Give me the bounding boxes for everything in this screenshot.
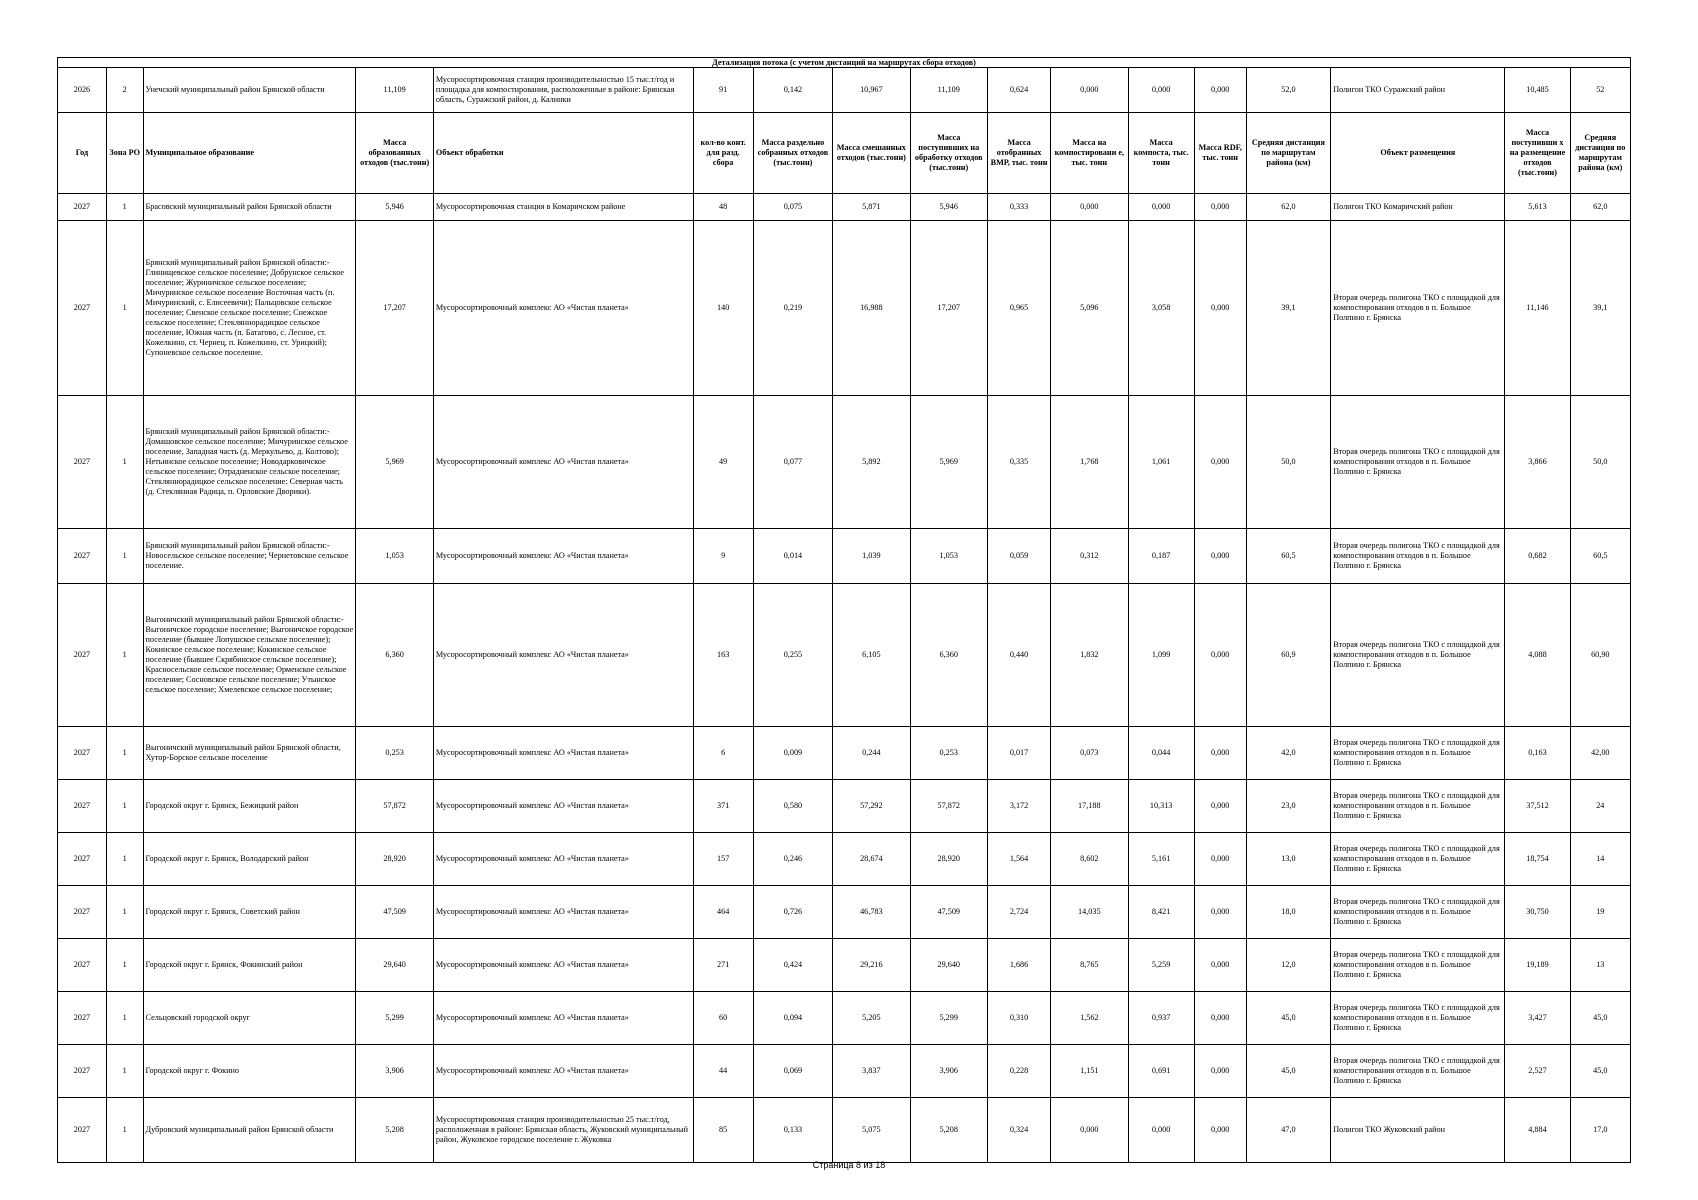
- disposal-cell: Вторая очередь полигона ТКО с площадкой для компостирования отходов в п. Большое Полпино г. Брянска: [1331, 833, 1505, 886]
- vmr-cell: 2,724: [987, 886, 1050, 939]
- header-compost-out: Масса компоста, тыс. тонн: [1128, 113, 1194, 194]
- compost-in-cell: 0,000: [1051, 1098, 1128, 1163]
- compost-out-cell: 0,691: [1128, 1045, 1194, 1098]
- rdf-cell: 0,000: [1194, 780, 1246, 833]
- facility-cell: Мусоросортировочный комплекс АО «Чистая планета»: [433, 396, 693, 529]
- containers-cell: 48: [693, 194, 753, 221]
- containers-cell: 9: [693, 529, 753, 584]
- header-distance2: Средняя дистанция по маршрутам района (км): [1570, 113, 1630, 194]
- table-row: [58, 780, 1631, 833]
- compost-in-cell: 0,000: [1051, 68, 1128, 113]
- separate-cell: 0,424: [753, 939, 832, 992]
- to-processing-cell: 0,253: [910, 727, 987, 780]
- distance-cell: 39,1: [1246, 221, 1331, 396]
- mass-generated-cell: 5,208: [356, 1098, 433, 1163]
- distance2-cell: 19: [1570, 886, 1630, 939]
- distance2-cell: 14: [1570, 833, 1630, 886]
- vmr-cell: 1,564: [987, 833, 1050, 886]
- table-row: [58, 1045, 1631, 1098]
- mixed-cell: 5,892: [833, 396, 910, 529]
- rdf-cell: 0,000: [1194, 992, 1246, 1045]
- disposal-mass-cell: 0,163: [1505, 727, 1570, 780]
- compost-out-cell: 1,061: [1128, 396, 1194, 529]
- mass-generated-cell: 5,299: [356, 992, 433, 1045]
- disposal-cell: Вторая очередь полигона ТКО с площадкой для компостирования отходов в п. Большое Полпино г. Брянска: [1331, 221, 1505, 396]
- mass-generated-cell: 0,253: [356, 727, 433, 780]
- disposal-mass-cell: 3,427: [1505, 992, 1570, 1045]
- containers-cell: 464: [693, 886, 753, 939]
- disposal-cell: Вторая очередь полигона ТКО с площадкой для компостирования отходов в п. Большое Полпино г. Брянска: [1331, 1045, 1505, 1098]
- containers-cell: 140: [693, 221, 753, 396]
- page-footer: Страница 8 из 18: [812, 1160, 886, 1170]
- disposal-mass-cell: 11,146: [1505, 221, 1570, 396]
- municipality-cell: Городской округ г. Брянск, Бежицкий район: [143, 780, 356, 833]
- distance2-cell: 60,90: [1570, 584, 1630, 727]
- to-processing-cell: 17,207: [910, 221, 987, 396]
- mass-generated-cell: 29,640: [356, 939, 433, 992]
- municipality-cell: Дубровский муниципальный район Брянской области: [143, 1098, 356, 1163]
- disposal-mass-cell: 2,527: [1505, 1045, 1570, 1098]
- to-processing-cell: 5,946: [910, 194, 987, 221]
- mixed-cell: 46,783: [833, 886, 910, 939]
- containers-cell: 60: [693, 992, 753, 1045]
- vmr-cell: 0,059: [987, 529, 1050, 584]
- header-disposal-mass: Масса поступивши х на размещение отходов (тыс.тонн): [1505, 113, 1570, 194]
- rdf-cell: 0,000: [1194, 727, 1246, 780]
- disposal-mass-cell: 5,613: [1505, 194, 1570, 221]
- distance2-cell: 17,0: [1570, 1098, 1630, 1163]
- rdf-cell: 0,000: [1194, 194, 1246, 221]
- mixed-cell: 3,837: [833, 1045, 910, 1098]
- facility-cell: Мусоросортировочный комплекс АО «Чистая планета»: [433, 221, 693, 396]
- table-row: [58, 727, 1631, 780]
- year-cell: 2027: [58, 221, 107, 396]
- separate-cell: 0,075: [753, 194, 832, 221]
- disposal-cell: Полигон ТКО Комаричский район: [1331, 194, 1505, 221]
- municipality-cell: Городской округ г. Фокино: [143, 1045, 356, 1098]
- distance-cell: 50,0: [1246, 396, 1331, 529]
- year-cell: 2027: [58, 780, 107, 833]
- distance2-cell: 45,0: [1570, 1045, 1630, 1098]
- distance2-cell: 39,1: [1570, 221, 1630, 396]
- distance-cell: 13,0: [1246, 833, 1331, 886]
- compost-out-cell: 0,044: [1128, 727, 1194, 780]
- year-cell: 2027: [58, 1045, 107, 1098]
- rdf-cell: 0,000: [1194, 68, 1246, 113]
- table-row: [58, 833, 1631, 886]
- zone-cell: 1: [106, 194, 143, 221]
- to-processing-cell: 29,640: [910, 939, 987, 992]
- distance2-cell: 62,0: [1570, 194, 1630, 221]
- table-row: [58, 939, 1631, 992]
- mass-generated-cell: 28,920: [356, 833, 433, 886]
- header-distance: Средняя дистанция по маршрутам района (км): [1246, 113, 1331, 194]
- separate-cell: 0,255: [753, 584, 832, 727]
- year-cell: 2027: [58, 194, 107, 221]
- facility-cell: Мусоросортировочная станция производительностью 15 тыс.т/год и площадка для компостирования, расположенные в районе: Брянская область, Суражский район, д. Калинки: [433, 68, 693, 113]
- separate-cell: 0,246: [753, 833, 832, 886]
- mass-generated-cell: 11,109: [356, 68, 433, 113]
- table-row: [58, 1098, 1631, 1163]
- distance2-cell: 13: [1570, 939, 1630, 992]
- disposal-cell: Вторая очередь полигона ТКО с площадкой для компостирования отходов в п. Большое Полпино г. Брянска: [1331, 584, 1505, 727]
- zone-cell: 1: [106, 1045, 143, 1098]
- zone-cell: 1: [106, 1098, 143, 1163]
- distance-cell: 60,5: [1246, 529, 1331, 584]
- compost-in-cell: 1,151: [1051, 1045, 1128, 1098]
- header-zone: Зона РО: [106, 113, 143, 194]
- vmr-cell: 0,228: [987, 1045, 1050, 1098]
- disposal-cell: Полигон ТКО Жуковский район: [1331, 1098, 1505, 1163]
- vmr-cell: 0,335: [987, 396, 1050, 529]
- disposal-cell: Вторая очередь полигона ТКО с площадкой для компостирования отходов в п. Большое Полпино г. Брянска: [1331, 727, 1505, 780]
- year-cell: 2027: [58, 833, 107, 886]
- to-processing-cell: 5,969: [910, 396, 987, 529]
- mass-generated-cell: 47,509: [356, 886, 433, 939]
- disposal-cell: Вторая очередь полигона ТКО с площадкой для компостирования отходов в п. Большое Полпино г. Брянска: [1331, 529, 1505, 584]
- table-row: [58, 529, 1631, 584]
- to-processing-cell: 6,360: [910, 584, 987, 727]
- compost-in-cell: 8,765: [1051, 939, 1128, 992]
- to-processing-cell: 11,109: [910, 68, 987, 113]
- municipality-cell: Брасовский муниципальный район Брянской области: [143, 194, 356, 221]
- header-municipality: Муниципальное образование: [143, 113, 356, 194]
- header-disposal: Объект размещения: [1331, 113, 1505, 194]
- separate-cell: 0,133: [753, 1098, 832, 1163]
- to-processing-cell: 57,872: [910, 780, 987, 833]
- distance2-cell: 24: [1570, 780, 1630, 833]
- mixed-cell: 6,105: [833, 584, 910, 727]
- mass-generated-cell: 57,872: [356, 780, 433, 833]
- distance-cell: 52,0: [1246, 68, 1331, 113]
- facility-cell: Мусоросортировочный комплекс АО «Чистая планета»: [433, 992, 693, 1045]
- separate-cell: 0,069: [753, 1045, 832, 1098]
- municipality-cell: Брянский муниципальный район Брянской области:- Глинищевское сельское поселение; Добрунское сельское поселение; Журиничское сельское поселение; Мичуринское сельское поселение Восточная часть (п. Мичуринский, с. Елисеевичи); Пальцовское сельское поселение; Свенское сельское поселение; Снежское сельское поселение; Стекляннорадицкое сельское поселение, Южная часть (п. Батагово, с. Лесное, ст. Кожелкино, ст. Чернец, п. Кожелкино, ст. Урицкий); Супоневское сельское поселение.: [143, 221, 356, 396]
- rdf-cell: 0,000: [1194, 221, 1246, 396]
- header-compost-in: Масса на компостировани е, тыс. тонн: [1051, 113, 1128, 194]
- distance-cell: 45,0: [1246, 992, 1331, 1045]
- distance-cell: 18,0: [1246, 886, 1331, 939]
- vmr-cell: 0,624: [987, 68, 1050, 113]
- header-containers: кол-во конт. для разд. сбора: [693, 113, 753, 194]
- flow-detail-table: [57, 57, 1631, 1163]
- separate-cell: 0,094: [753, 992, 832, 1045]
- mass-generated-cell: 6,360: [356, 584, 433, 727]
- mixed-cell: 29,216: [833, 939, 910, 992]
- facility-cell: Мусоросортировочный комплекс АО «Чистая планета»: [433, 1045, 693, 1098]
- disposal-mass-cell: 4,088: [1505, 584, 1570, 727]
- year-cell: 2027: [58, 1098, 107, 1163]
- disposal-mass-cell: 30,750: [1505, 886, 1570, 939]
- compost-in-cell: 1,832: [1051, 584, 1128, 727]
- compost-in-cell: 17,188: [1051, 780, 1128, 833]
- zone-cell: 1: [106, 992, 143, 1045]
- compost-in-cell: 1,768: [1051, 396, 1128, 529]
- compost-out-cell: 0,000: [1128, 68, 1194, 113]
- table-row-2026: [58, 68, 1631, 113]
- distance2-cell: 52: [1570, 68, 1630, 113]
- compost-out-cell: 5,161: [1128, 833, 1194, 886]
- municipality-cell: Брянский муниципальный район Брянской области:- Домашовское сельское поселение; Мичуринское сельское поселение, Западная часть (д. Меркульево, д. Колтово); Нетьинское сельское поселение; Новодарковичское сельское поселение; Отрадненское сельское поселение; Стекляннорадицкое сельское поселение: Северная часть (д. Стеклянная Радица, п. Орловские Дворики).: [143, 396, 356, 529]
- disposal-mass-cell: 3,866: [1505, 396, 1570, 529]
- zone-cell: 1: [106, 584, 143, 727]
- mass-generated-cell: 17,207: [356, 221, 433, 396]
- to-processing-cell: 3,906: [910, 1045, 987, 1098]
- header-row: [58, 113, 1631, 194]
- compost-in-cell: 1,562: [1051, 992, 1128, 1045]
- compost-out-cell: 0,937: [1128, 992, 1194, 1045]
- table-row: [58, 396, 1631, 529]
- containers-cell: 91: [693, 68, 753, 113]
- compost-in-cell: 5,096: [1051, 221, 1128, 396]
- zone-cell: 1: [106, 833, 143, 886]
- year-cell: 2026: [58, 68, 107, 113]
- rdf-cell: 0,000: [1194, 396, 1246, 529]
- rdf-cell: 0,000: [1194, 1045, 1246, 1098]
- disposal-mass-cell: 0,682: [1505, 529, 1570, 584]
- municipality-cell: Сельцовский городской округ: [143, 992, 356, 1045]
- disposal-mass-cell: 37,512: [1505, 780, 1570, 833]
- mass-generated-cell: 5,946: [356, 194, 433, 221]
- mixed-cell: 5,075: [833, 1098, 910, 1163]
- disposal-mass-cell: 10,485: [1505, 68, 1570, 113]
- to-processing-cell: 5,299: [910, 992, 987, 1045]
- zone-cell: 1: [106, 939, 143, 992]
- header-vmr: Масса отобранных ВМР, тыс. тонн: [987, 113, 1050, 194]
- vmr-cell: 0,310: [987, 992, 1050, 1045]
- year-cell: 2027: [58, 727, 107, 780]
- separate-cell: 0,726: [753, 886, 832, 939]
- table-row: [58, 221, 1631, 396]
- to-processing-cell: 28,920: [910, 833, 987, 886]
- municipality-cell: Выгоничский муниципальный район Брянской области:- Выгоничское городское поселение; Выгоничское городское поселение (бывшее Лопушское сельское поселение); Кокинское сельское поселение; Кокинское сельское поселение (бывшее Скрябинское сельское поселение); Красносельское сельское поселение; Орменское сельское поселение; Сосновское сельское поселение; Утынское сельское поселение; Хмелевское сельское поселение;: [143, 584, 356, 727]
- facility-cell: Мусоросортировочный комплекс АО «Чистая планета»: [433, 939, 693, 992]
- separate-cell: 0,077: [753, 396, 832, 529]
- zone-cell: 2: [106, 68, 143, 113]
- distance2-cell: 60,5: [1570, 529, 1630, 584]
- mixed-cell: 5,205: [833, 992, 910, 1045]
- to-processing-cell: 1,053: [910, 529, 987, 584]
- year-cell: 2027: [58, 886, 107, 939]
- disposal-cell: Полигон ТКО Суражский район: [1331, 68, 1505, 113]
- vmr-cell: 0,324: [987, 1098, 1050, 1163]
- compost-out-cell: 0,187: [1128, 529, 1194, 584]
- header-to-processing: Масса поступивших на обработку отходов (тыс.тонн): [910, 113, 987, 194]
- compost-out-cell: 1,099: [1128, 584, 1194, 727]
- distance2-cell: 50,0: [1570, 396, 1630, 529]
- vmr-cell: 0,017: [987, 727, 1050, 780]
- compost-in-cell: 0,312: [1051, 529, 1128, 584]
- mixed-cell: 57,292: [833, 780, 910, 833]
- containers-cell: 271: [693, 939, 753, 992]
- distance-cell: 42,0: [1246, 727, 1331, 780]
- containers-cell: 6: [693, 727, 753, 780]
- rdf-cell: 0,000: [1194, 833, 1246, 886]
- rdf-cell: 0,000: [1194, 886, 1246, 939]
- facility-cell: Мусоросортировочный комплекс АО «Чистая планета»: [433, 529, 693, 584]
- year-cell: 2027: [58, 584, 107, 727]
- containers-cell: 44: [693, 1045, 753, 1098]
- disposal-cell: Вторая очередь полигона ТКО с площадкой для компостирования отходов в п. Большое Полпино г. Брянска: [1331, 992, 1505, 1045]
- facility-cell: Мусоросортировочный комплекс АО «Чистая планета»: [433, 780, 693, 833]
- compost-out-cell: 5,259: [1128, 939, 1194, 992]
- facility-cell: Мусоросортировочная станция производительностью 25 тыс.т/год, расположенная в районе: Брянская область, Жуковский муниципальный район, Жуковское городское поселение г. Жуковка: [433, 1098, 693, 1163]
- mixed-cell: 28,674: [833, 833, 910, 886]
- distance-cell: 60,9: [1246, 584, 1331, 727]
- compost-out-cell: 10,313: [1128, 780, 1194, 833]
- disposal-mass-cell: 18,754: [1505, 833, 1570, 886]
- zone-cell: 1: [106, 221, 143, 396]
- containers-cell: 49: [693, 396, 753, 529]
- compost-in-cell: 8,602: [1051, 833, 1128, 886]
- municipality-cell: Брянский муниципальный район Брянской области:- Новосельское сельское поселение; Чернетовское сельское поселение.: [143, 529, 356, 584]
- compost-out-cell: 3,058: [1128, 221, 1194, 396]
- compost-out-cell: 0,000: [1128, 1098, 1194, 1163]
- mixed-cell: 0,244: [833, 727, 910, 780]
- rdf-cell: 0,000: [1194, 584, 1246, 727]
- mass-generated-cell: 1,053: [356, 529, 433, 584]
- separate-cell: 0,014: [753, 529, 832, 584]
- municipality-cell: Городской округ г. Брянск, Советский район: [143, 886, 356, 939]
- disposal-cell: Вторая очередь полигона ТКО с площадкой для компостирования отходов в п. Большое Полпино г. Брянска: [1331, 886, 1505, 939]
- zone-cell: 1: [106, 529, 143, 584]
- year-cell: 2027: [58, 939, 107, 992]
- vmr-cell: 0,440: [987, 584, 1050, 727]
- separate-cell: 0,580: [753, 780, 832, 833]
- compost-in-cell: 14,035: [1051, 886, 1128, 939]
- containers-cell: 163: [693, 584, 753, 727]
- header-mass-generated: Масса образованных отходов (тыс.тонн): [356, 113, 433, 194]
- table-row: [58, 886, 1631, 939]
- facility-cell: Мусоросортировочный комплекс АО «Чистая планета»: [433, 833, 693, 886]
- header-year: Год: [58, 113, 107, 194]
- header-mixed: Масса смешанных отходов (тыс.тонн): [833, 113, 910, 194]
- zone-cell: 1: [106, 780, 143, 833]
- compost-in-cell: 0,000: [1051, 194, 1128, 221]
- mixed-cell: 10,967: [833, 68, 910, 113]
- municipality-cell: Унечский муниципальный район Брянской области: [143, 68, 356, 113]
- municipality-cell: Городской округ г. Брянск, Володарский район: [143, 833, 356, 886]
- zone-cell: 1: [106, 727, 143, 780]
- disposal-cell: Вторая очередь полигона ТКО с площадкой для компостирования отходов в п. Большое Полпино г. Брянска: [1331, 939, 1505, 992]
- rdf-cell: 0,000: [1194, 939, 1246, 992]
- compost-out-cell: 8,421: [1128, 886, 1194, 939]
- zone-cell: 1: [106, 886, 143, 939]
- facility-cell: Мусоросортировочный комплекс АО «Чистая планета»: [433, 886, 693, 939]
- mass-generated-cell: 3,906: [356, 1045, 433, 1098]
- mixed-cell: 16,988: [833, 221, 910, 396]
- header-facility: Объект обработки: [433, 113, 693, 194]
- distance-cell: 23,0: [1246, 780, 1331, 833]
- header-separate: Масса раздельно собранных отходов (тыс.тонн): [753, 113, 832, 194]
- table-row: [58, 584, 1631, 727]
- distance2-cell: 42,00: [1570, 727, 1630, 780]
- facility-cell: Мусоросортировочная станция в Комаричском районе: [433, 194, 693, 221]
- municipality-cell: Выгоничский муниципальный район Брянской области, Хутор-Борское сельское поселение: [143, 727, 356, 780]
- disposal-mass-cell: 19,189: [1505, 939, 1570, 992]
- to-processing-cell: 5,208: [910, 1098, 987, 1163]
- distance-cell: 45,0: [1246, 1045, 1331, 1098]
- year-cell: 2027: [58, 396, 107, 529]
- rdf-cell: 0,000: [1194, 529, 1246, 584]
- vmr-cell: 0,965: [987, 221, 1050, 396]
- table-row: [58, 992, 1631, 1045]
- municipality-cell: Городской округ г. Брянск, Фокинский район: [143, 939, 356, 992]
- to-processing-cell: 47,509: [910, 886, 987, 939]
- rdf-cell: 0,000: [1194, 1098, 1246, 1163]
- table-caption: Детализация потока (с учетом дистанций на маршрутах сбора отходов): [58, 58, 1631, 68]
- mass-generated-cell: 5,969: [356, 396, 433, 529]
- containers-cell: 157: [693, 833, 753, 886]
- distance-cell: 62,0: [1246, 194, 1331, 221]
- compost-out-cell: 0,000: [1128, 194, 1194, 221]
- disposal-cell: Вторая очередь полигона ТКО с площадкой для компостирования отходов в п. Большое Полпино г. Брянска: [1331, 396, 1505, 529]
- vmr-cell: 1,686: [987, 939, 1050, 992]
- distance2-cell: 45,0: [1570, 992, 1630, 1045]
- separate-cell: 0,009: [753, 727, 832, 780]
- vmr-cell: 0,333: [987, 194, 1050, 221]
- distance-cell: 12,0: [1246, 939, 1331, 992]
- header-rdf: Масса RDF, тыс. тонн: [1194, 113, 1246, 194]
- facility-cell: Мусоросортировочный комплекс АО «Чистая планета»: [433, 727, 693, 780]
- year-cell: 2027: [58, 529, 107, 584]
- separate-cell: 0,142: [753, 68, 832, 113]
- containers-cell: 371: [693, 780, 753, 833]
- disposal-cell: Вторая очередь полигона ТКО с площадкой для компостирования отходов в п. Большое Полпино г. Брянска: [1331, 780, 1505, 833]
- separate-cell: 0,219: [753, 221, 832, 396]
- table-row: [58, 194, 1631, 221]
- compost-in-cell: 0,073: [1051, 727, 1128, 780]
- mixed-cell: 5,871: [833, 194, 910, 221]
- vmr-cell: 3,172: [987, 780, 1050, 833]
- facility-cell: Мусоросортировочный комплекс АО «Чистая планета»: [433, 584, 693, 727]
- disposal-mass-cell: 4,884: [1505, 1098, 1570, 1163]
- year-cell: 2027: [58, 992, 107, 1045]
- mixed-cell: 1,039: [833, 529, 910, 584]
- zone-cell: 1: [106, 396, 143, 529]
- distance-cell: 47,0: [1246, 1098, 1331, 1163]
- containers-cell: 85: [693, 1098, 753, 1163]
